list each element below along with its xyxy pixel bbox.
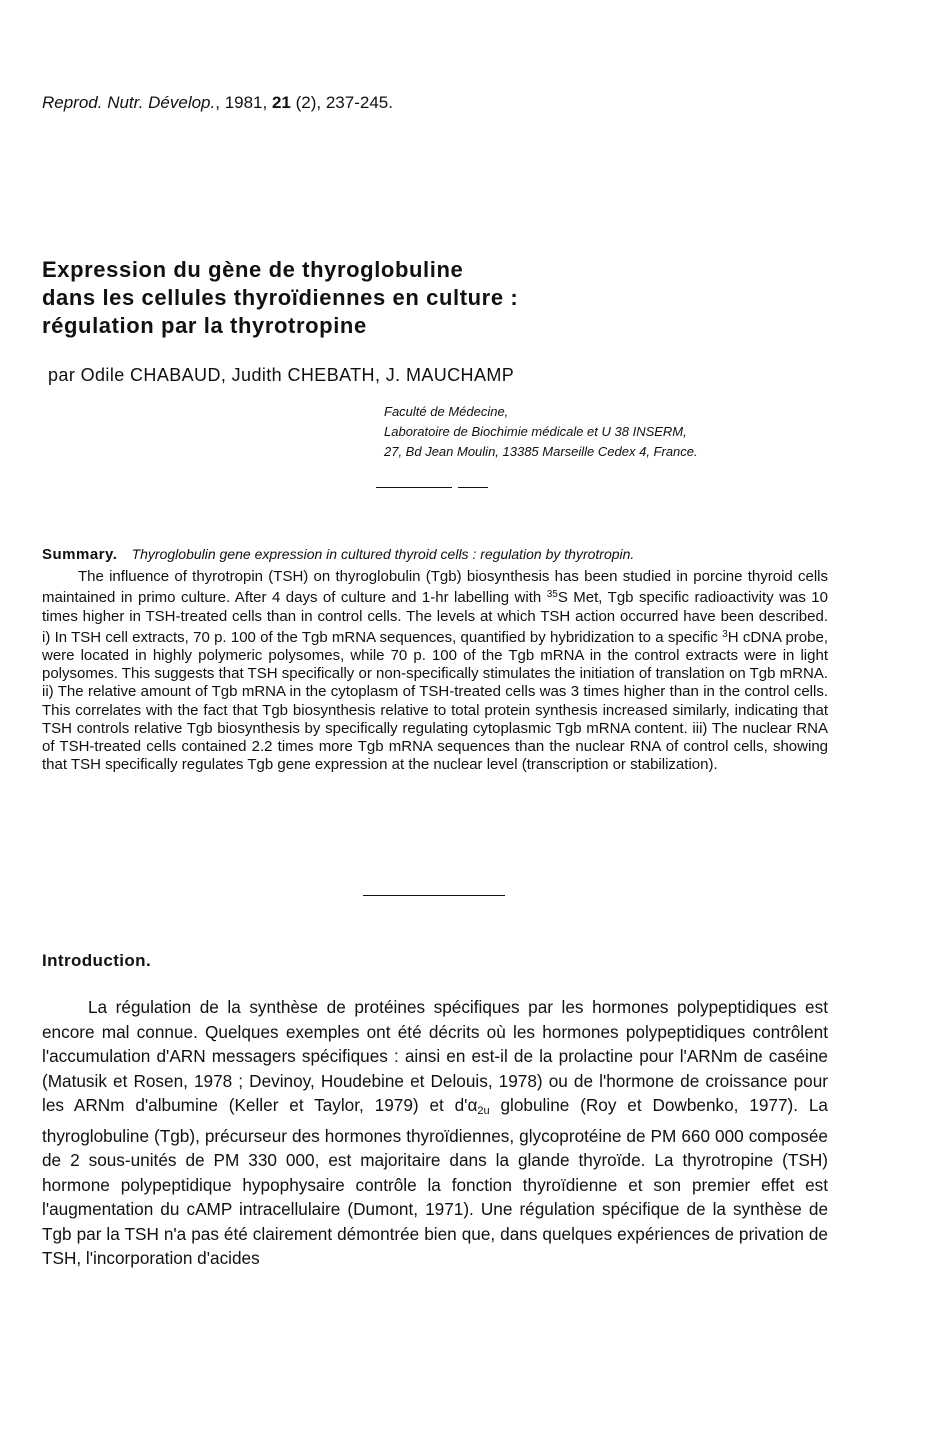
affiliation-line-2: Laboratoire de Biochimie médicale et U 38 INSERM,: [384, 424, 687, 439]
affiliation: [384, 402, 904, 462]
journal-abbr: Reprod. Nutr. Dévelop.: [42, 93, 216, 112]
title-line-2: dans les cellules thyroïdiennes en culture :: [42, 285, 519, 310]
separator-rule-summary: [363, 895, 505, 896]
title-line-1: Expression du gène de thyroglobuline: [42, 257, 464, 282]
journal-volume: 21: [271, 93, 291, 112]
summary-text: [42, 568, 828, 774]
introduction-heading: Introduction.: [42, 951, 152, 970]
summary-text-part-1: The influence of thyrotropin (TSH) on thyroglobulin (Tgb) biosynthesis has been studied in porcine thyroid cells maintained in primo culture. After 4 days of culture and 1-hr labelling with: [42, 568, 828, 607]
journal-citation: Reprod. Nutr. Dévelop., 1981, 21 (2), 237-245.: [42, 93, 393, 112]
authors: par Odile CHABAUD, Judith CHEBATH, J. MAUCHAMP: [48, 365, 515, 385]
summary-section: [42, 545, 828, 774]
introduction-text-part-2: globuline (Roy et Dowbenko, 1977). La thyroglobuline (Tgb), précurseur des hormones thyroïdiennes, glycoprotéine de PM 660 000 composée de 2 sous-unités de PM 330 000, est majoritaire dans la glande thyroïde. La thyrotropine (TSH) hormone polypeptidique hypophysaire contrôle la fonction thyroïdienne et son premier effet est l'augmentation du cAMP intracellulaire (Dumont, 1971). Une régulation spécifique de la synthèse de Tgb par la TSH n'a pas été clairement démontrée bien que, dans quelques expériences de privation de TSH, l'incorporation d'acides: [42, 1095, 828, 1268]
affiliation-line-1: Faculté de Médecine,: [384, 404, 509, 419]
summary-heading: [42, 545, 828, 564]
separator-rule-top-long: [376, 487, 452, 488]
summary-text-part-2: S Met, Tgb specific radioactivity was 10 times higher in TSH-treated cells than in control cells. The levels at which TSH action occurred have been described. i) In TSH cell extracts, 70 p. 100 of the Tgb mRNA sequences, quantified by hybridization to a specific: [42, 589, 828, 646]
summary-superscript-35: 35: [546, 589, 558, 601]
separator-rule-top-short: [458, 487, 488, 488]
summary-superscript-3: 3: [722, 628, 728, 640]
summary-text-part-3: H cDNA probe, were located in highly polymeric polysomes, while 70 p. 100 of the Tgb mRNA in the control extracts were in light polysomes. This suggests that TSH specifically or non-specifically stimulates the initiation of translation on Tgb mRNA. ii) The relative amount of Tgb mRNA in the cytoplasm of TSH-treated cells was 3 times higher than in the control cells. This correlates with the fact that Tgb biosynthesis relative to total protein synthesis increased similarly, indicating that TSH controls relative Tgb biosynthesis by specifically regulating cytoplasmic Tgb mRNA content. iii) The nuclear RNA of TSH-treated cells contained 2.2 times more Tgb mRNA sequences than the nuclear RNA of control cells, showing that TSH specifically regulates Tgb gene expression at the nuclear level (transcription or stabilization).: [42, 628, 828, 774]
title-line-3: régulation par la thyrotropine: [42, 313, 367, 338]
introduction-text-part-1: La régulation de la synthèse de protéines spécifiques par les hormones polypeptidiques est encore mal connue. Quelques exemples ont été décrits où les hormones polypeptidiques contrôlent l'accumulation d'ARN messagers spécifiques : ainsi en est-il de la prolactine pour l'ARNm de caséine (Matusik et Rosen, 1978 ; Devinoy, Houdebine et Delouis, 1978) ou de l'hormone de croissance pour les ARNm d'albumine (Keller et Taylor, 1979) et d'α: [42, 997, 828, 1115]
summary-label: Summary.: [42, 546, 118, 563]
affiliation-line-3: 27, Bd Jean Moulin, 13385 Marseille Cedex 4, France.: [384, 444, 698, 459]
summary-subtitle: Thyroglobulin gene expression in cultured thyroid cells : regulation by thyrotropin.: [131, 546, 635, 562]
introduction-text: [42, 995, 828, 1271]
introduction-subscript: 2u: [477, 1105, 490, 1117]
journal-year: 1981,: [224, 93, 268, 112]
journal-issue-pages: (2), 237-245.: [295, 93, 393, 112]
paper-title: [42, 256, 762, 340]
